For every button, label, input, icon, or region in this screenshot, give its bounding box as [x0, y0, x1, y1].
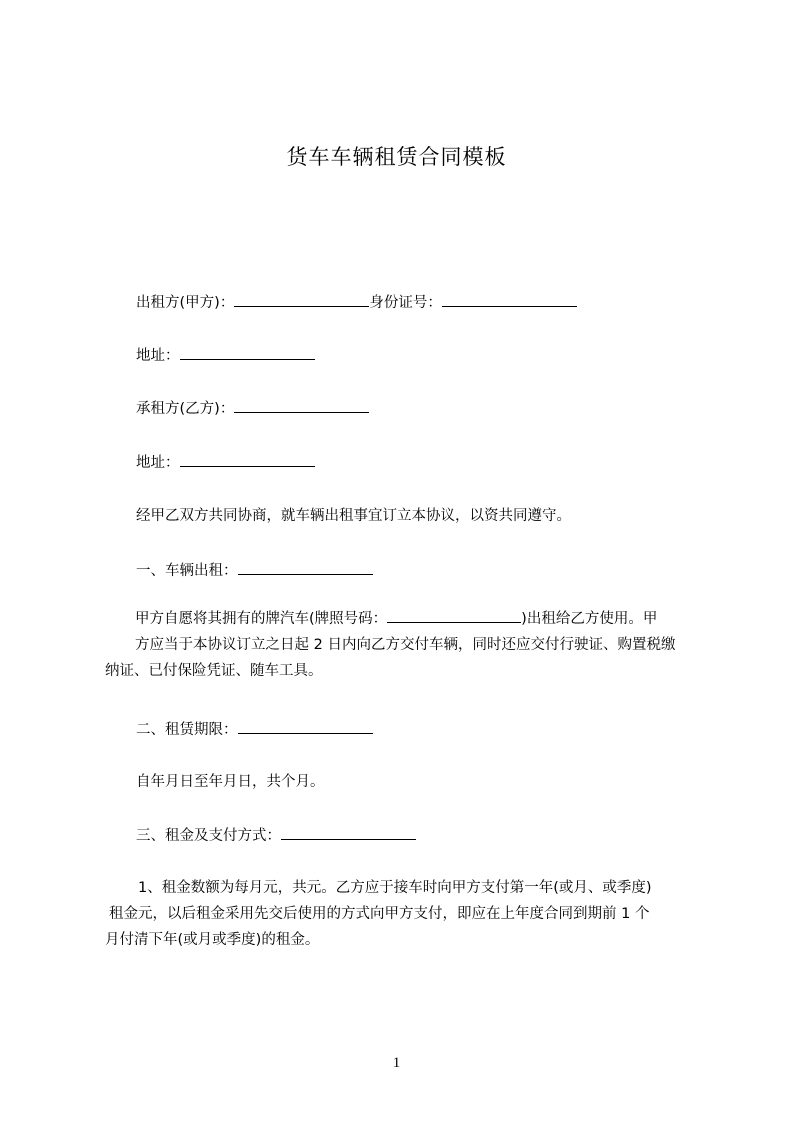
lessee-address-label: 地址： [136, 455, 180, 471]
lessee-name-blank [234, 398, 369, 413]
lessor-line [136, 292, 577, 313]
section3-heading [136, 825, 416, 846]
lessor-label: 出租方(甲方)： [136, 295, 235, 311]
section3-para-line-2: 租金元，以后租金采用先交后使用的方式向甲方支付，即应在上年度合同到期前 1 个 [109, 906, 650, 922]
section1-para-line-1 [105, 606, 705, 632]
section2-text: 自年月日至年月日，共个月。 [136, 774, 325, 790]
page-number: 1 [392, 1055, 401, 1071]
lessor-address-line [136, 345, 315, 366]
lessee-address-line [136, 452, 315, 473]
section1-para-line-2: 方应当于本协议订立之日起 2 日内向乙方交付车辆，同时还应交付行驶证、购置税缴 [135, 637, 676, 653]
section2-blank [238, 719, 373, 734]
section3-para-line-1: 1、租金数额为每月元，共元。乙方应于接车时向甲方支付第一年(或月、或季度) [138, 880, 652, 896]
lessee-address-blank [180, 452, 315, 467]
section1-para-line-1a: 甲方自愿将其拥有的牌汽车(牌照号码： [135, 611, 388, 627]
id-number-blank [442, 292, 577, 307]
section1-para-line-1b: )出租给乙方使用。甲 [521, 611, 658, 627]
section3-para-line-3: 月付清下年(或月或季度)的租金。 [105, 932, 320, 948]
section1-heading-label: 一、车辆出租： [136, 563, 238, 579]
lessor-address-label: 地址： [136, 348, 180, 364]
section1-heading [136, 560, 373, 581]
plate-number-blank [387, 608, 521, 623]
section2-heading [136, 719, 373, 740]
lessor-name-blank [234, 292, 369, 307]
section3-paragraph [105, 875, 705, 953]
section2-heading-label: 二、租赁期限： [136, 722, 238, 738]
document-title: 货车车辆租赁合同模板 [286, 145, 507, 169]
lessor-address-blank [180, 345, 315, 360]
lessee-label: 承租方(乙方)： [136, 401, 235, 417]
section1-paragraph [105, 606, 705, 684]
section3-heading-label: 三、租金及支付方式： [136, 828, 281, 844]
intro-text: 经甲乙双方共同协商，就车辆出租事宜订立本协议，以资共同遵守。 [136, 508, 571, 524]
section1-para-line-3: 纳证、已付保险凭证、随车工具。 [105, 663, 323, 679]
id-number-label: 身份证号： [369, 295, 442, 311]
lessee-line [136, 398, 369, 419]
section3-blank [281, 825, 416, 840]
section1-blank [238, 560, 373, 575]
